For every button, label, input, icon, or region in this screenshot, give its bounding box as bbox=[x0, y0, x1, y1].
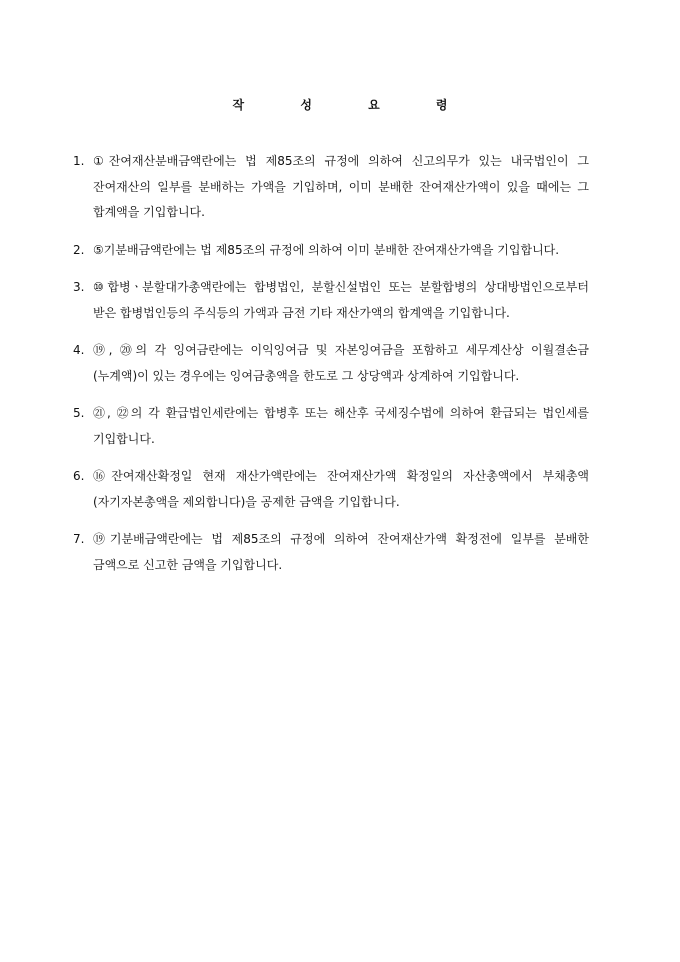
item-number: 4. bbox=[73, 343, 85, 357]
list-item bbox=[73, 527, 589, 578]
item-text: ⑲, ⑳의 각 잉여금란에는 이익잉여금 및 자본잉여금을 포함하고 세무계산상 이월결손금(누계액)이 있는 경우에는 잉여금총액을 한도로 그 상당액과 상계하여 기입합니다. bbox=[93, 343, 589, 383]
item-text: ㉑, ㉒의 각 환급법인세란에는 합병후 또는 해산후 국세징수법에 의하여 환급되는 법인세를 기입합니다. bbox=[93, 406, 589, 446]
item-number: 3. bbox=[73, 280, 85, 294]
list-item bbox=[73, 401, 589, 452]
item-number: 6. bbox=[73, 469, 85, 483]
item-number: 7. bbox=[73, 532, 85, 546]
item-text: ⑤기분배금액란에는 법 제85조의 규정에 의하여 이미 분배한 잔여재산가액을 기입합니다. bbox=[93, 242, 560, 257]
document-title: 작 성 요 령 bbox=[232, 98, 474, 112]
item-number: 5. bbox=[73, 406, 85, 420]
list-item bbox=[73, 149, 589, 226]
list-item bbox=[73, 238, 589, 264]
instructions-list bbox=[73, 149, 589, 590]
item-text: ⑯잔여재산확정일 현재 재산가액란에는 잔여재산가액 확정일의 자산총액에서 부채총액(자기자본총액을 제외합니다)을 공제한 금액을 기입합니다. bbox=[93, 469, 589, 509]
item-number: 2. bbox=[73, 242, 85, 257]
item-text: ⑩합병ㆍ분할대가총액란에는 합병법인, 분할신설법인 또는 분할합병의 상대방법인으로부터 받은 합병법인등의 주식등의 가액과 금전 기타 재산가액의 합계액을 기입합니다. bbox=[93, 280, 589, 320]
item-text: ⑲기분배금액란에는 법 제85조의 규정에 의하여 잔여재산가액 확정전에 일부를 분배한 금액으로 신고한 금액을 기입합니다. bbox=[93, 532, 589, 572]
list-item bbox=[73, 275, 589, 326]
item-text: ①잔여재산분배금액란에는 법 제85조의 규정에 의하여 신고의무가 있는 내국법인이 그 잔여재산의 일부를 분배하는 가액을 기입하며, 이미 분배한 잔여재산가액이 있을 때에는 그 합계액을 기입합니다. bbox=[93, 154, 589, 219]
list-item bbox=[73, 464, 589, 515]
item-number: 1. bbox=[73, 154, 85, 168]
list-item bbox=[73, 338, 589, 389]
